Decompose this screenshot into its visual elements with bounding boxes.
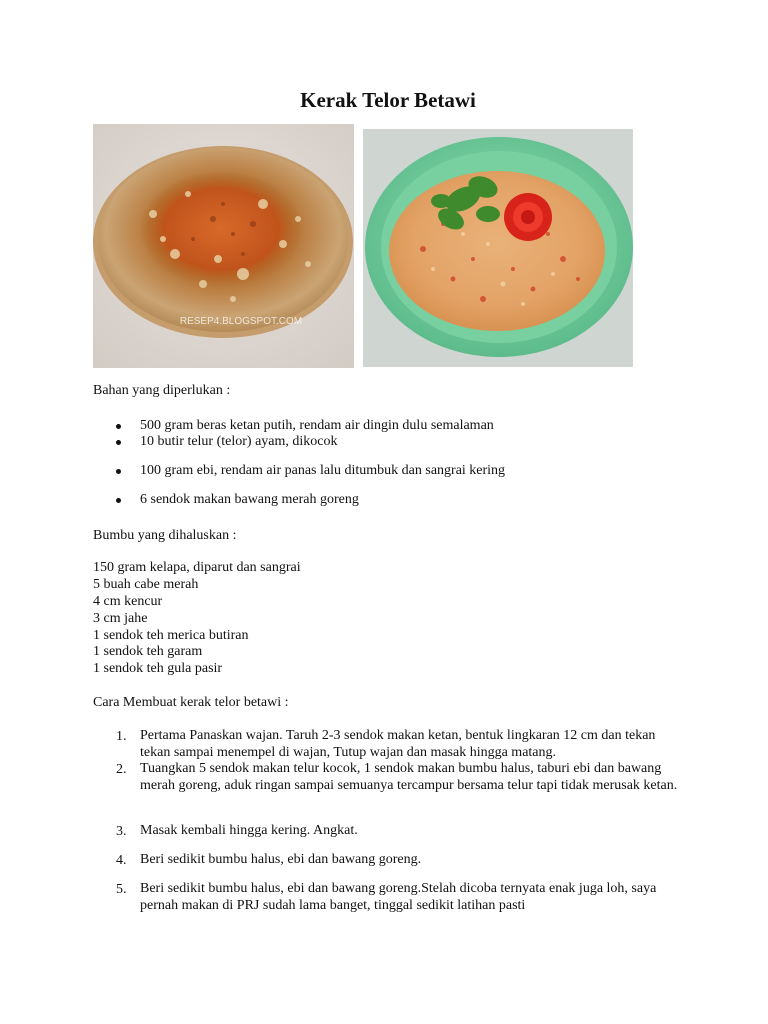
spice-item: 1 sendok teh gula pasir xyxy=(93,661,223,676)
spice-item: 3 cm jahe xyxy=(93,611,148,626)
step-text: Tuangkan 5 sendok makan telur kocok, 1 sendok makan bumbu halus, taburi ebi dan bawang merah goreng, aduk ringan sampai semuanya tercampur bersama telur tapi tidak merusak ketan. xyxy=(140,761,678,793)
bullet-icon xyxy=(116,498,121,503)
spice-item: 4 cm kencur xyxy=(93,594,163,609)
bullet-icon xyxy=(116,440,121,445)
method-heading: Cara Membuat kerak telor betawi : xyxy=(93,695,289,710)
watermark-text: RESEP4.BLOGSPOT.COM xyxy=(179,316,303,327)
ingredients-heading: Bahan yang diperlukan : xyxy=(93,383,231,398)
step-text: Beri sedikit bumbu halus, ebi dan bawang goreng. xyxy=(140,852,422,867)
ingredient-item: 10 butir telur (telor) ayam, dikocok xyxy=(140,434,338,449)
step-number: 1. xyxy=(116,729,127,744)
page-title: Kerak Telor Betawi xyxy=(300,88,476,112)
spices-heading: Bumbu yang dihaluskan : xyxy=(93,528,237,543)
step-text: Beri sedikit bumbu halus, ebi dan bawang goreng.Stelah dicoba ternyata enak juga loh, saya pernah makan di PRJ sudah lama banget, tinggal sedikit latihan pasti xyxy=(140,881,657,913)
kerak-telor-photo-2 xyxy=(363,129,633,367)
step-text: Pertama Panaskan wajan. Taruh 2-3 sendok makan ketan, bentuk lingkaran 12 cm dan tekan tekan sampai menempel di wajan, Tutup wajan dan masak hingga matang. xyxy=(140,728,656,760)
step-number: 5. xyxy=(116,882,127,897)
ingredient-item: 100 gram ebi, rendam air panas lalu ditumbuk dan sangrai kering xyxy=(140,463,506,478)
bullet-icon xyxy=(116,424,121,429)
spice-item: 1 sendok teh garam xyxy=(93,644,203,659)
step-text: Masak kembali hingga kering. Angkat. xyxy=(140,823,358,838)
kerak-telor-photo-1 xyxy=(93,124,354,368)
step-number: 4. xyxy=(116,853,127,868)
spice-item: 150 gram kelapa, diparut dan sangrai xyxy=(93,560,301,575)
spice-item: 1 sendok teh merica butiran xyxy=(93,628,249,643)
bullet-icon xyxy=(116,469,121,474)
spice-item: 5 buah cabe merah xyxy=(93,577,199,592)
ingredient-item: 6 sendok makan bawang merah goreng xyxy=(140,492,359,507)
ingredient-item: 500 gram beras ketan putih, rendam air dingin dulu semalaman xyxy=(140,418,494,433)
step-number: 3. xyxy=(116,824,127,839)
step-number: 2. xyxy=(116,762,127,777)
